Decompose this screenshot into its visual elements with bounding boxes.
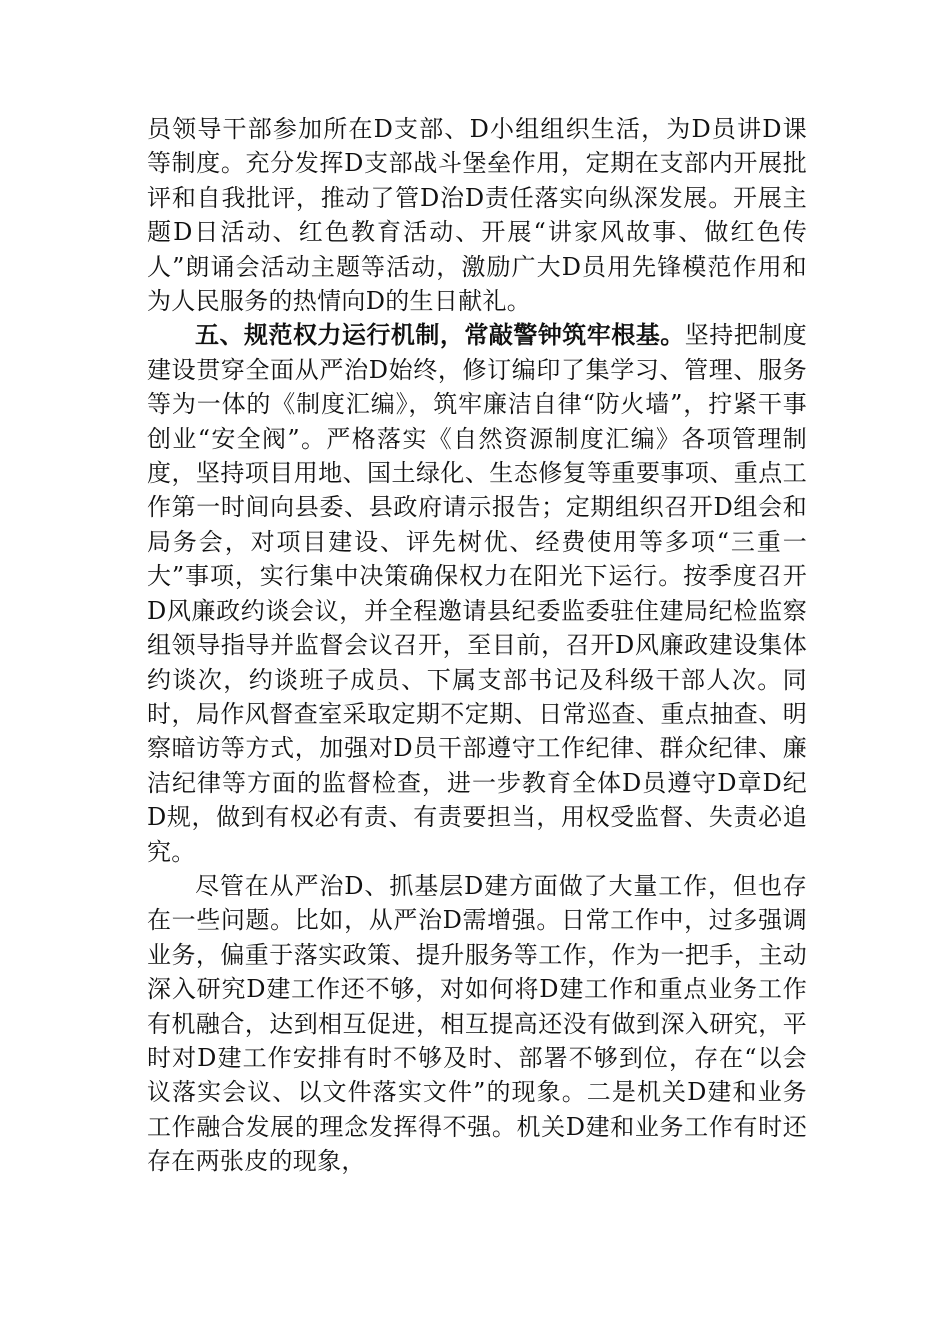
paragraph-1	[147, 112, 807, 318]
paragraph-2-text: 坚持把制度建设贯穿全面从严治D始终，修订编印了集学习、管理、服务等为一体的《制度汇编》，筑牢廉洁自律“防火墙”，拧紧干事创业“安全阀”。严格落实《自然资源制度汇编》各项管理制度，坚持项目用地、国土绿化、生态修复等重要事项、重点工作第一时间向县委、县政府请示报告；定期组织召开D组会和局务会，对项目建设、评先树优、经费使用等多项“三重一大”事项，实行集中决策确保权力在阳光下运行。按季度召开D风廉政约谈会议，并全程邀请县纪委监委驻住建局纪检监察组领导指导并监督会议召开，至目前，召开D风廉政建设集体约谈次，约谈班子成员、下属支部书记及科级干部人次。同时，局作风督查室采取定期不定期、日常巡查、重点抽查、明察暗访等方式，加强对D员干部遵守工作纪律、群众纪律、廉洁纪律等方面的监督检查，进一步教育全体D员遵守D章D纪D规，做到有权必有责、有责要担当，用权受监督、失责必追究。	[147, 321, 807, 866]
paragraph-1-text: 员领导干部参加所在D支部、D小组组织生活，为D员讲D课等制度。充分发挥D支部战斗堡垒作用，定期在支部内开展批评和自我批评，推动了管D治D责任落实向纵深发展。开展主题D日活动、红色教育活动、开展“讲家风故事、做红色传人”朗诵会活动主题等活动，激励广大D员用先锋模范作用和为人民服务的热情向D的生日献礼。	[147, 115, 807, 316]
paragraph-2-heading: 五、规范权力运行机制，常敲警钟筑牢根基。	[195, 320, 685, 350]
paragraph-3	[147, 869, 807, 1179]
document-body	[147, 112, 807, 1179]
paragraph-3-text: 尽管在从严治D、抓基层D建方面做了大量工作，但也存在一些问题。比如，从严治D需增强。日常工作中，过多强调业务，偏重于落实政策、提升服务等工作，作为一把手，主动深入研究D建工作还不够，对如何将D建工作和重点业务工作有机融合，达到相互促进，相互提高还没有做到深入研究，平时对D建工作安排有时不够及时、部署不够到位，存在“以会议落实会议、以文件落实文件”的现象。二是机关D建和业务工作融合发展的理念发挥得不强。机关D建和业务工作有时还存在两张皮的现象，	[147, 871, 807, 1176]
paragraph-2	[147, 318, 807, 869]
